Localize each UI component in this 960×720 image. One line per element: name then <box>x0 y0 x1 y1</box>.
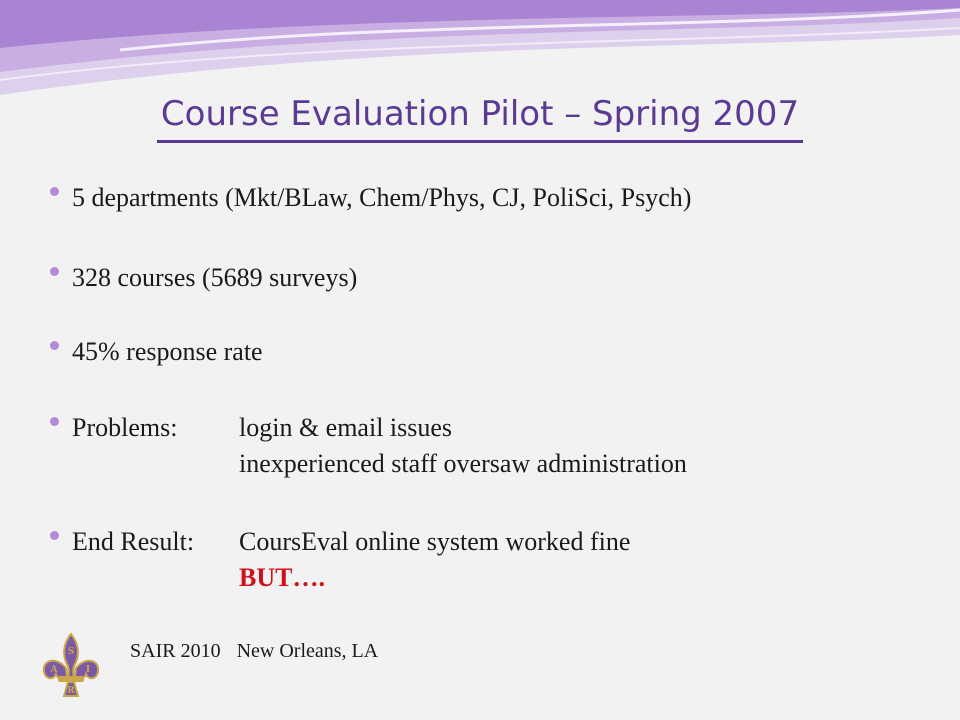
bullet-text: 328 courses (5689 surveys) <box>72 263 358 292</box>
result-emphasis: BUT…. <box>239 563 325 592</box>
bullet-end-result <box>50 524 630 596</box>
bullet-courses <box>50 260 357 296</box>
bullet-dot <box>50 267 59 276</box>
footer-location: New Orleans, LA <box>236 640 379 662</box>
bullet-label: Problems: <box>72 413 178 442</box>
slide-title: Course Evaluation Pilot – Spring 2007 <box>0 94 960 143</box>
fleur-de-lis-logo <box>38 630 104 700</box>
bullet-dot <box>50 341 59 350</box>
bullet-text: 45% response rate <box>72 337 263 366</box>
svg-text:S: S <box>67 647 75 657</box>
bullet-dot <box>50 531 59 540</box>
svg-text:A: A <box>50 665 58 675</box>
slide-footer <box>130 640 378 663</box>
bullet-dot <box>50 187 59 196</box>
svg-text:I: I <box>85 665 91 675</box>
problem-line: login & email issues <box>239 413 453 442</box>
bullet-label: End Result: <box>72 527 195 556</box>
result-line: CoursEval online system worked fine <box>239 527 631 556</box>
bullet-departments <box>50 180 691 216</box>
svg-text:R: R <box>67 686 75 696</box>
bullet-problems <box>50 410 687 482</box>
bullet-response-rate <box>50 334 263 370</box>
bullet-text: 5 departments (Mkt/BLaw, Chem/Phys, CJ, PoliSci, Psych) <box>72 183 692 212</box>
problem-line: inexperienced staff oversaw administration <box>239 449 687 478</box>
footer-event: SAIR 2010 <box>130 640 221 662</box>
bullet-dot <box>50 417 59 426</box>
